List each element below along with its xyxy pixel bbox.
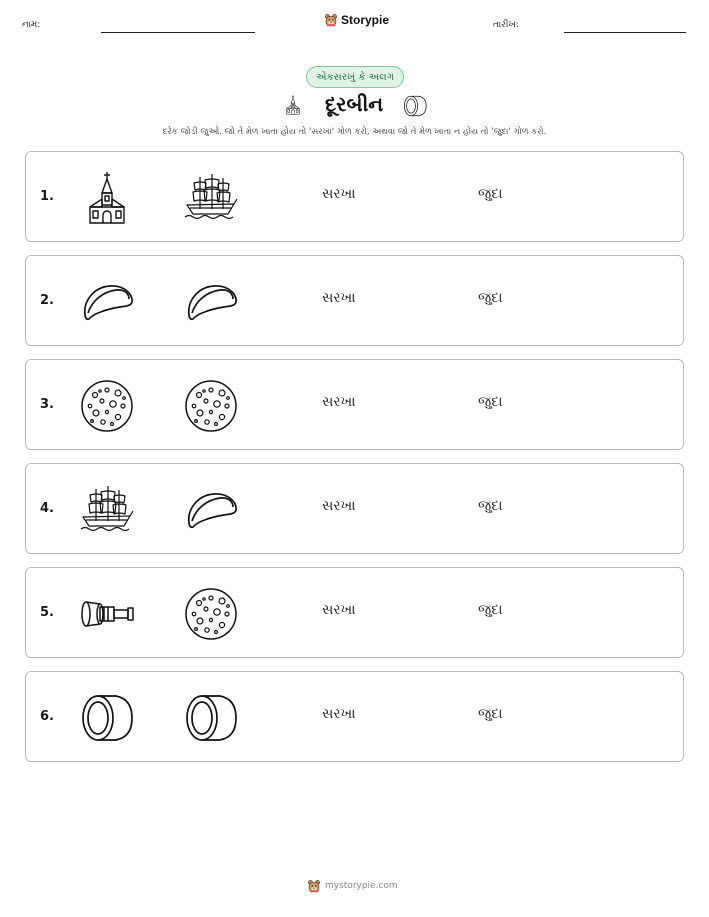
page-title: દૂરબીન	[325, 92, 384, 116]
exercise-row	[25, 255, 684, 346]
ship-icon	[80, 483, 134, 537]
same-option[interactable]: સરખા	[322, 186, 356, 202]
name-line[interactable]	[101, 32, 255, 33]
lens-icon	[184, 691, 238, 745]
bear-icon	[324, 13, 338, 27]
footer-url: mystorypie.com	[325, 881, 398, 891]
exercise-row	[25, 359, 684, 450]
moon-icon	[184, 379, 238, 433]
same-option[interactable]: સરખા	[322, 394, 356, 410]
moon-icon	[184, 587, 238, 641]
exercise-row	[25, 151, 684, 242]
row-number: 6.	[40, 709, 54, 724]
different-option[interactable]: જુદા	[478, 602, 503, 618]
different-option[interactable]: જુદા	[478, 498, 503, 514]
moon-icon	[80, 379, 134, 433]
different-option[interactable]: જુદા	[478, 186, 503, 202]
same-option[interactable]: સરખા	[322, 602, 356, 618]
shell-icon	[184, 275, 238, 329]
instructions: દરેક જોડી જુઓ. જો તે મેળ ખાતા હોય તો 'સરખા' ગોળ કરો, અથવા જો તે મેળ ખાતા ન હોય તો 'જુદા' ગોળ કરો.	[162, 127, 547, 137]
church-icon	[80, 171, 134, 225]
shell-icon	[80, 275, 134, 329]
different-option[interactable]: જુદા	[478, 394, 503, 410]
exercise-row	[25, 567, 684, 658]
shell-icon	[184, 483, 238, 537]
footer	[307, 879, 398, 893]
date-label: તારીખ:	[493, 20, 519, 30]
lens-icon	[80, 691, 134, 745]
lens-icon	[401, 94, 429, 118]
church-icon	[283, 92, 303, 118]
row-number: 5.	[40, 605, 54, 620]
row-number: 1.	[40, 189, 54, 204]
row-number: 2.	[40, 293, 54, 308]
name-label: નામ:	[22, 20, 41, 30]
storypie-logo	[324, 13, 389, 27]
logo-text: Storypie	[341, 13, 390, 27]
worksheet-type-badge: એકસરખું કે અલગ	[306, 66, 404, 88]
same-option[interactable]: સરખા	[322, 706, 356, 722]
row-number: 3.	[40, 397, 54, 412]
ship-icon	[184, 171, 238, 225]
exercise-row	[25, 463, 684, 554]
exercise-row	[25, 671, 684, 762]
same-option[interactable]: સરખા	[322, 498, 356, 514]
worksheet-header	[0, 0, 709, 40]
date-line[interactable]	[564, 32, 686, 33]
different-option[interactable]: જુદા	[478, 706, 503, 722]
same-option[interactable]: સરખા	[322, 290, 356, 306]
different-option[interactable]: જુદા	[478, 290, 503, 306]
telescope-icon	[80, 587, 134, 641]
title-row	[0, 90, 709, 122]
row-number: 4.	[40, 501, 54, 516]
bear-icon	[307, 879, 321, 893]
